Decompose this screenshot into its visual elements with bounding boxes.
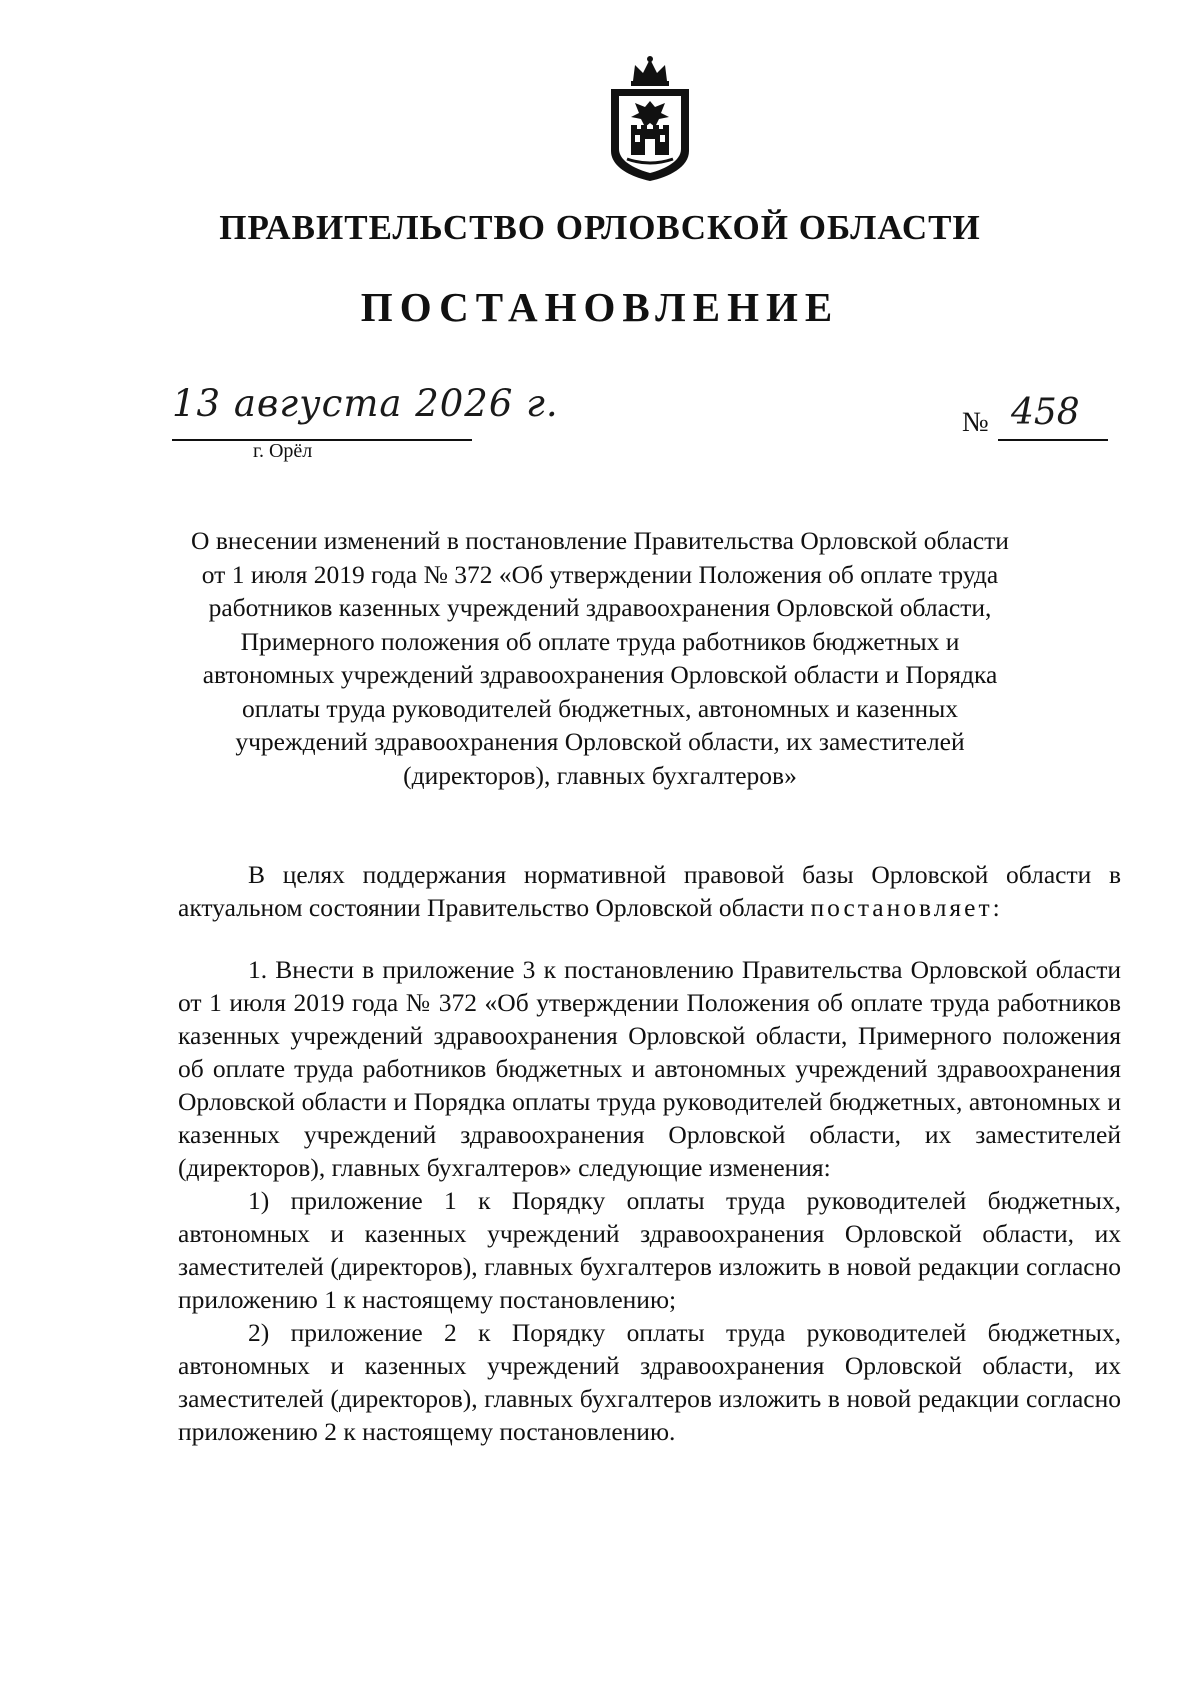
document-subject: О внесении изменений в постановление Правительства Орловской области от 1 июля 2019 года № 372 «Об утверждении Положения об оплате труда работников казенных учреждений здравоохранения Орловской области, Примерного положения об оплате труда работников бюджетных и автономных учреждений здравоохранения Орловской области и Порядка оплаты труда руководителей бюджетных, автономных и казенных учреждений здравоохранения Орловской области, их заместителей (директоров), главных бухгалтеров» <box>191 526 1009 790</box>
number-sign: № <box>962 407 989 438</box>
resolves-word: постановляет: <box>810 893 1003 922</box>
document-number: 458 <box>1011 392 1080 433</box>
document-type: ПОСТАНОВЛЕНИЕ <box>360 284 840 330</box>
preamble-paragraph <box>178 858 1121 924</box>
number-underline <box>998 439 1108 441</box>
document-body <box>178 858 1121 1448</box>
orel-coat-of-arms-icon <box>603 55 697 183</box>
government-name: ПРАВИТЕЛЬСТВО ОРЛОВСКОЙ ОБЛАСТИ <box>219 208 981 247</box>
item-paragraph-1: 1. Внести в приложение 3 к постановлению Правительства Орловской области от 1 июля 2019 года № 372 «Об утверждении Положения об оплате труда работников казенных учреждений здравоохранения Орловской области, Примерного положения об оплате труда работников бюджетных и автономных учреждений здравоохранения Орловской области и Порядка оплаты труда руководителей бюджетных, автономных и казенных учреждений здравоохранения Орловской области, их заместителей (директоров), главных бухгалтеров» следующие изменения: <box>178 955 1121 1182</box>
date-underline <box>172 439 472 441</box>
item-paragraph-1-2: 2) приложение 2 к Порядку оплаты труда руководителей бюджетных, автономных и казенных учреждений здравоохранения Орловской области, их заместителей (директоров), главных бухгалтеров изложить в новой редакции согласно приложению 2 к настоящему постановлению. <box>178 1318 1121 1446</box>
item-paragraph-1-1: 1) приложение 1 к Порядку оплаты труда руководителей бюджетных, автономных и казенных учреждений здравоохранения Орловской области, их заместителей (директоров), главных бухгалтеров изложить в новой редакции согласно приложению 1 к настоящему постановлению; <box>178 1186 1121 1314</box>
document-city: г. Орёл <box>253 440 313 462</box>
preamble-text: В целях поддержания нормативной правовой базы Орловской области в актуальном состоянии Правительство Орловской области <box>178 860 1121 922</box>
document-date: 13 августа 2026 г. <box>172 382 559 425</box>
